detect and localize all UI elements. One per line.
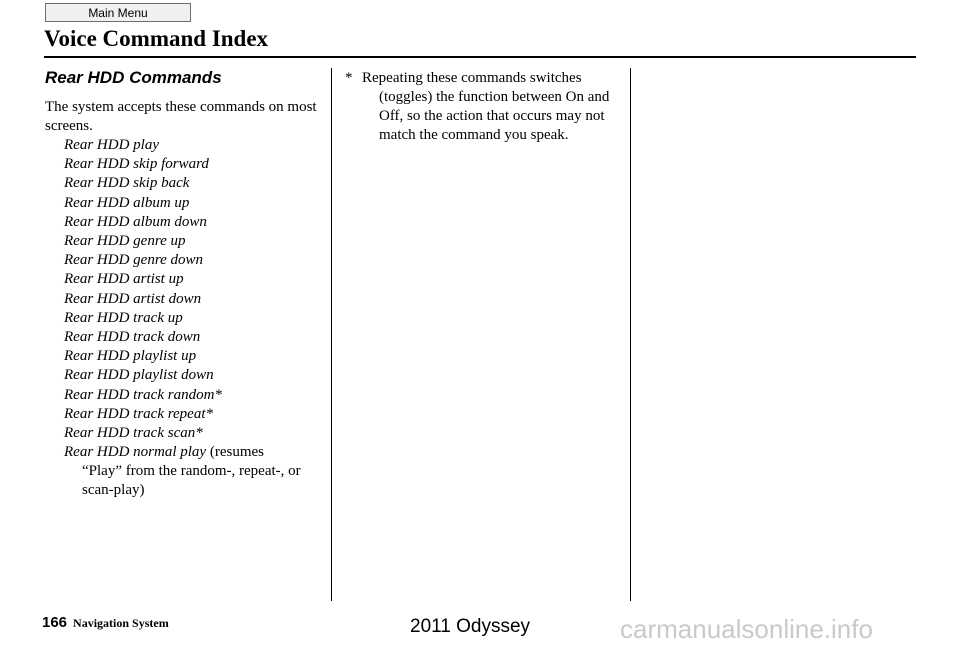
command-note: “Play” from the random-, repeat-, or scan-play) bbox=[82, 463, 301, 499]
command-item: Rear HDD album down bbox=[64, 213, 207, 230]
command-item: Rear HDD playlist up bbox=[64, 348, 197, 365]
section-heading: Rear HDD Commands bbox=[45, 68, 222, 87]
model-label: 2011 Odyssey bbox=[410, 616, 531, 637]
command-item: Rear HDD genre up bbox=[64, 233, 186, 250]
footnote-first-line: Repeating these commands switches bbox=[362, 70, 582, 86]
command-item: Rear HDD play bbox=[64, 137, 159, 153]
command-list bbox=[45, 136, 325, 462]
command-item: Rear HDD genre down bbox=[64, 252, 204, 269]
watermark: carmanualsonline.info bbox=[620, 614, 873, 644]
command-item: Rear HDD artist down bbox=[64, 290, 202, 307]
command-item-normal-play: Rear HDD normal play (resumes bbox=[64, 444, 264, 461]
command-item: Rear HDD track repeat* bbox=[64, 405, 213, 422]
command-item: Rear HDD track scan* bbox=[64, 425, 203, 442]
footer-label: Navigation System bbox=[73, 616, 169, 630]
column-divider bbox=[331, 68, 332, 601]
command-item: Rear HDD skip back bbox=[64, 175, 190, 192]
command-item: Rear HDD artist up bbox=[64, 271, 184, 288]
command-item: Rear HDD track up bbox=[64, 309, 183, 326]
command-item: Rear HDD track down bbox=[64, 329, 201, 346]
column-divider bbox=[630, 68, 631, 601]
main-menu-button[interactable]: Main Menu bbox=[45, 3, 191, 22]
command-item: Rear HDD skip forward bbox=[64, 156, 209, 173]
command-item: Rear HDD playlist down bbox=[64, 367, 214, 384]
footnote-mark: * bbox=[345, 70, 353, 86]
page-title: Voice Command Index bbox=[44, 26, 269, 51]
footnote-text: (toggles) the function between On and Off, so the action that occurs may not match the command you speak. bbox=[379, 89, 610, 143]
command-item: Rear HDD track random* bbox=[64, 386, 222, 403]
page-footer bbox=[42, 614, 169, 632]
footnote bbox=[345, 69, 615, 145]
page-number: 166 bbox=[42, 614, 68, 631]
left-column bbox=[45, 68, 325, 500]
right-column bbox=[345, 69, 615, 145]
section-intro: The system accepts these commands on most screens. bbox=[45, 99, 317, 134]
command-item: Rear HDD album up bbox=[64, 194, 190, 211]
title-rule bbox=[44, 56, 916, 58]
